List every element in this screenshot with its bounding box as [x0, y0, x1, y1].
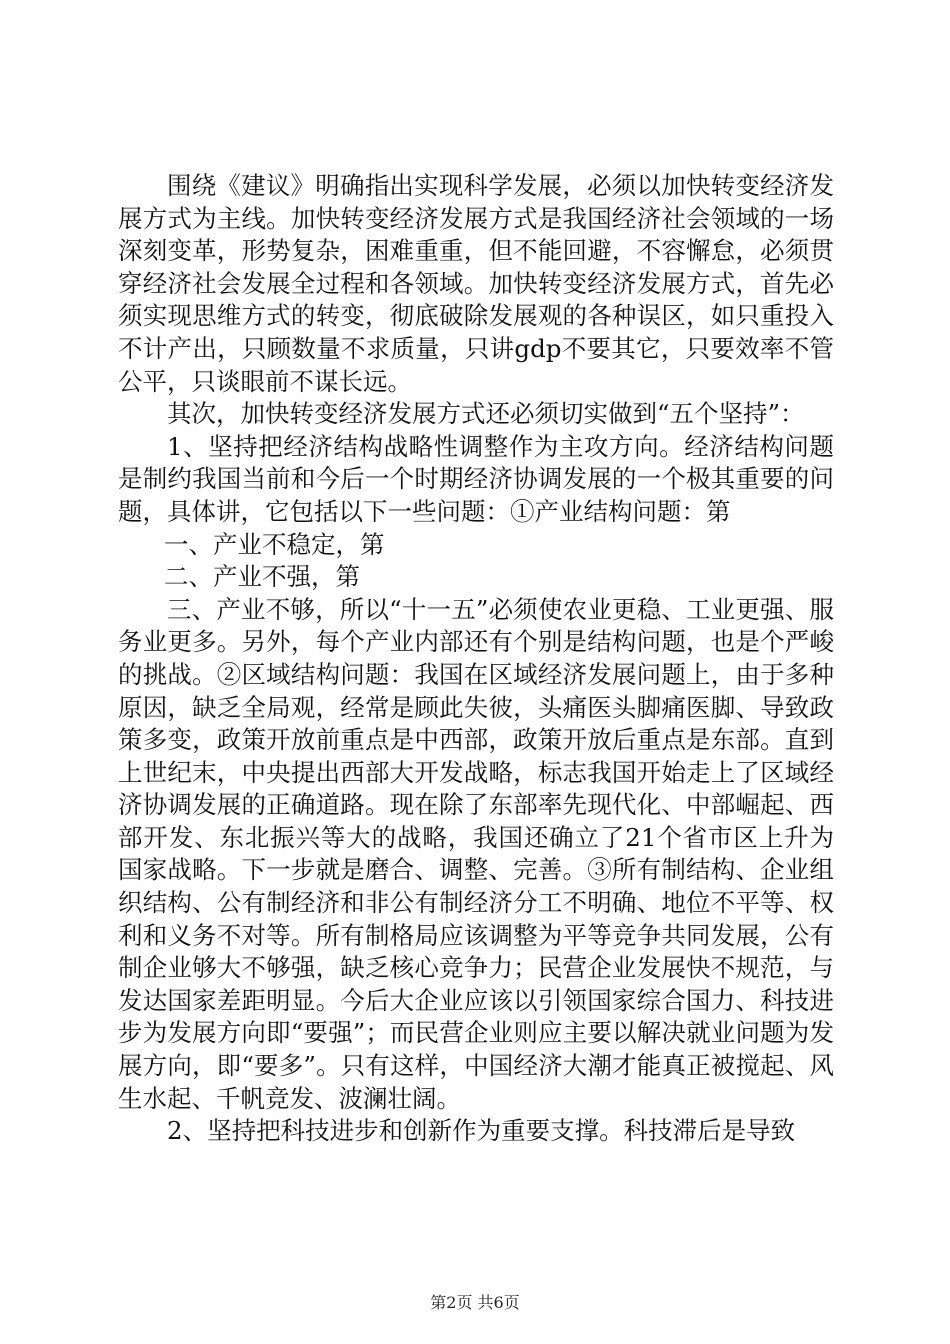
paragraph-sub-item-1: 一、产业不稳定，第 [164, 529, 385, 559]
paragraph-sub-item-3: 三、产业不够，所以“十一五”必须使农业更稳、工业更强、服务业更多。另外，每个产业内部还有个别是结构问题，也是个严峻的挑战。②区域结构问题：我国在区域经济发展问题上，由于多种原因，缺乏全局观，经常是顾此失彼，头痛医头脚痛医脚、导致政策多变，政策开放前重点是中西部，政策开放后重点是东部。直到上世纪末，中央提出西部大开发战略，标志我国开始走上了区域经济协调发展的正确道路。现在除了东部率先现代化、中部崛起、西部开发、东北振兴等大的战略，我国还确立了21个省市区上升为国家战略。下一步就是磨合、调整、完善。③所有制结构、企业组织结构、公有制经济和非公有制经济分工不明确、地位不平等、权利和义务不对等。所有制格局应该调整为平等竞争共同发展，公有制企业够大不够强，缺乏核心竞争力；民营企业发展快不规范，与发达国家差距明显。今后大企业应该以引领国家综合国力、科技进步为发展方向即“要强”；而民营企业则应主要以解决就业问题为发展方向，即“要多”。只有这样，中国经济大潮才能真正被搅起、风生水起、千帆竞发、波澜壮阔。 [118, 594, 834, 1113]
paragraph-sub-item-2: 二、产业不强，第 [164, 562, 360, 592]
paragraph-main-line: 围绕《建议》明确指出实现科学发展，必须以加快转变经济发展方式为主线。加快转变经济发展方式是我国经济社会领域的一场深刻变革，形势复杂，困难重重，但不能回避，不容懈怠，必须贯穿经济社会发展全过程和各领域。加快转变经济发展方式，首先必须实现思维方式的转变，彻底破除发展观的各种误区，如只重投入不计产出，只顾数量不求质量，只讲gdp不要其它，只要效率不管公平，只谈眼前不谋长远。 [118, 171, 834, 396]
paragraph-point-2: 2、坚持把科技进步和创新作为重要支撑。科技滞后是导致 [167, 1116, 796, 1146]
body-text [118, 170, 834, 1148]
paragraph-five-persistences-intro: 其次，加快转变经济发展方式还必须切实做到“五个坚持”： [167, 399, 805, 429]
paragraph-point-1: 1、坚持把经济结构战略性调整作为主攻方向。经济结构问题是制约我国当前和今后一个时期经济协调发展的一个极其重要的问题，具体讲，它包括以下一些问题：①产业结构问题：第 [118, 431, 834, 526]
page-number-footer: 第2页 共6页 [430, 1293, 520, 1312]
